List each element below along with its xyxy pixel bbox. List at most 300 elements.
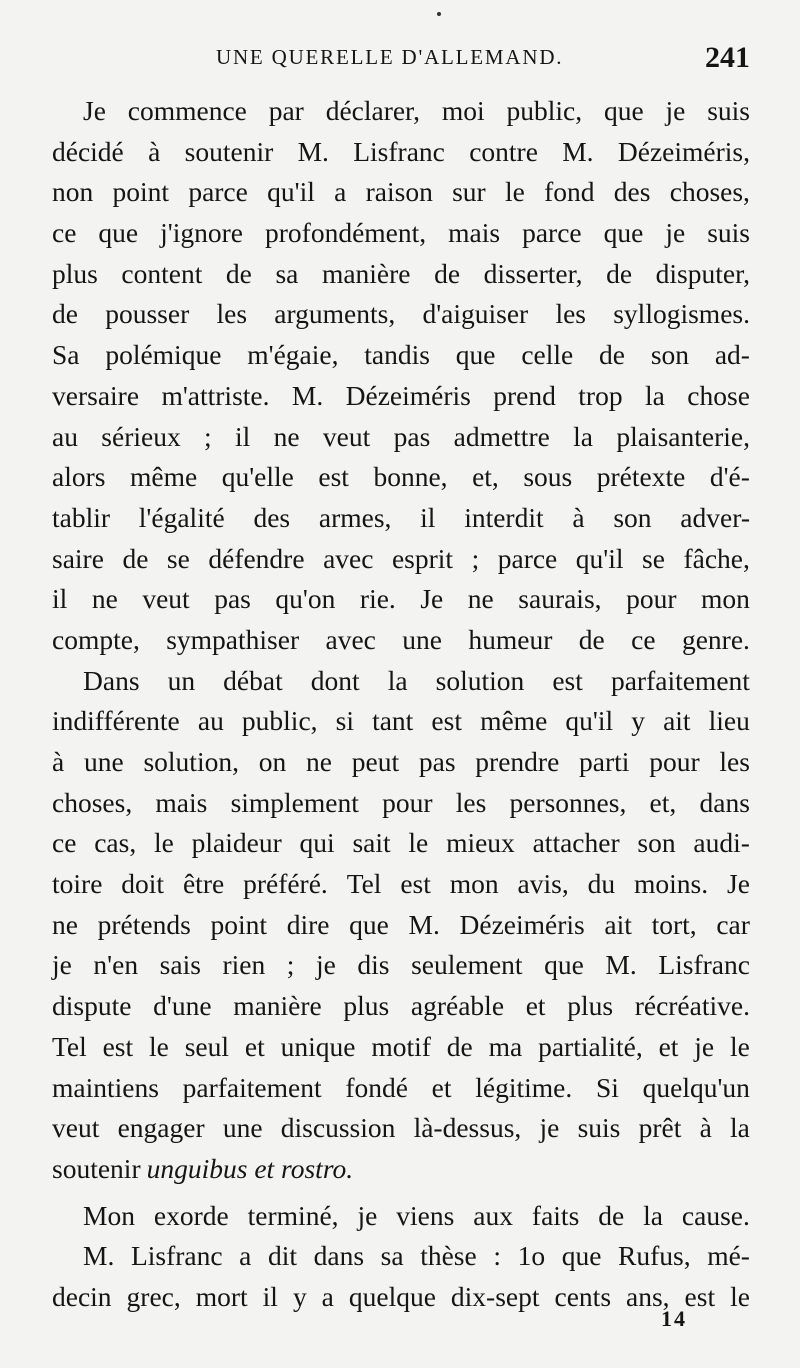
word: doit: [121, 868, 165, 900]
word: parfaitement: [182, 1071, 322, 1103]
word: thèse: [420, 1240, 477, 1272]
word: contre: [469, 135, 538, 167]
word: dispute: [52, 990, 132, 1022]
word: son: [613, 501, 652, 533]
word: Lisfranc: [353, 135, 445, 167]
word: a: [321, 1280, 334, 1312]
word: sur: [452, 176, 486, 208]
word: M.: [297, 135, 329, 167]
word: et,: [649, 786, 677, 818]
word: que: [561, 1240, 602, 1272]
word: indifférente: [52, 705, 180, 737]
word: Lisfranc: [658, 949, 750, 981]
word: les: [455, 786, 487, 818]
word: manière: [233, 990, 322, 1022]
word: suis: [707, 217, 750, 249]
word: d'é-: [709, 461, 750, 493]
word: sous: [523, 461, 573, 493]
word: ne: [467, 583, 494, 615]
word: ne: [91, 583, 118, 615]
word: non: [52, 176, 94, 208]
word: soutenir: [52, 1152, 141, 1184]
word: tandis: [364, 339, 430, 371]
word: pour: [649, 746, 700, 777]
word: des: [613, 176, 651, 208]
word: cause.: [681, 1199, 750, 1231]
word: tort,: [651, 908, 697, 940]
word: discussion: [280, 1112, 396, 1144]
word: à: [148, 135, 161, 167]
word: plaisanterie,: [616, 420, 750, 452]
word: plus: [52, 257, 98, 289]
word: je: [539, 1112, 560, 1144]
word: sais: [159, 949, 201, 981]
word: je: [694, 1030, 715, 1062]
word: sérieux: [101, 420, 181, 452]
word: est: [552, 664, 583, 696]
word: suis: [577, 1112, 621, 1144]
word: commence: [127, 95, 247, 126]
word: unique: [280, 1030, 356, 1062]
text-line: [52, 539, 750, 580]
text-line: [52, 661, 750, 702]
word: celle: [521, 339, 574, 371]
word: de: [446, 1030, 473, 1062]
word: les: [719, 746, 750, 777]
word: lieu: [708, 705, 750, 737]
word: dont: [310, 664, 360, 696]
text-line: [52, 335, 750, 376]
word: adver-: [680, 501, 750, 533]
word: agréable: [410, 990, 505, 1022]
word: si: [335, 705, 354, 737]
word: exorde: [153, 1199, 229, 1231]
word: qu'il: [267, 176, 315, 208]
word: fond: [544, 176, 595, 208]
word: simplement: [230, 786, 359, 818]
word: ce: [631, 623, 656, 655]
word: Dézeiméris: [459, 908, 585, 940]
italic-phrase: unguibus et rostro.: [146, 1152, 354, 1184]
word: qui: [299, 827, 335, 859]
word: maintiens: [52, 1071, 159, 1103]
word: le: [153, 827, 174, 859]
word: point: [210, 908, 268, 940]
word: y: [631, 705, 645, 737]
word: Je: [727, 868, 750, 900]
word: sa: [380, 1240, 404, 1272]
word: M.: [83, 1240, 115, 1272]
word: de: [122, 542, 149, 574]
text-line: [52, 91, 750, 132]
word: les: [216, 298, 248, 330]
word: le: [730, 1280, 750, 1312]
word: parce: [188, 176, 248, 208]
text-line: [52, 213, 750, 254]
text-line: [52, 376, 750, 417]
page-header: [216, 41, 750, 81]
word: une: [83, 746, 124, 777]
word: plus: [343, 990, 390, 1022]
word: ;: [204, 420, 212, 452]
word: mieux: [446, 827, 515, 859]
word: grec,: [126, 1280, 181, 1312]
word: Dézeiméris: [345, 379, 471, 411]
word: Mon: [83, 1199, 135, 1231]
text-line: [52, 1277, 750, 1318]
word: déclarer,: [325, 95, 420, 126]
word: la: [643, 1199, 663, 1231]
page-number: 241: [705, 41, 750, 74]
word: je: [52, 949, 72, 981]
word: veut: [322, 420, 371, 452]
word: attacher: [532, 827, 620, 859]
word: son: [637, 827, 676, 859]
word: dis: [357, 949, 390, 981]
word: quelqu'un: [642, 1071, 750, 1103]
word: public,: [241, 705, 318, 737]
word: est: [431, 705, 462, 737]
word: ne: [52, 908, 78, 940]
word: decin: [52, 1280, 112, 1312]
word: plaideur: [191, 827, 282, 859]
word: d'aiguiser: [422, 298, 529, 330]
word: Je: [83, 95, 106, 126]
text-line: [52, 172, 750, 213]
word: fondé: [345, 1071, 408, 1103]
word: parce: [497, 542, 558, 574]
word: est: [400, 868, 431, 900]
word: qu'il: [575, 542, 624, 574]
word: dans: [699, 786, 750, 818]
word: mé-: [707, 1240, 750, 1272]
word: ce: [52, 827, 77, 859]
word: solution,: [143, 746, 239, 777]
word: ait: [604, 908, 632, 940]
word: Rufus,: [618, 1240, 691, 1272]
word: que: [349, 908, 389, 940]
word: se: [642, 542, 665, 574]
word: ait: [663, 705, 691, 737]
word: est: [318, 461, 349, 493]
word: dans: [313, 1240, 365, 1272]
word: Si: [595, 1071, 619, 1103]
word: est: [102, 1030, 134, 1062]
word: ce: [52, 217, 77, 249]
word: m'attriste.: [161, 379, 270, 411]
word: terminé,: [247, 1199, 339, 1231]
word: une: [222, 1112, 263, 1144]
word: audi-: [693, 827, 750, 859]
text-line: [52, 905, 750, 946]
word: je: [665, 95, 686, 126]
word: M.: [605, 949, 637, 981]
word: dit: [268, 1240, 298, 1272]
word: quelque: [348, 1280, 436, 1312]
word: à: [699, 1112, 712, 1144]
word: profondément,: [265, 217, 427, 249]
word: la: [730, 1112, 750, 1144]
text-line: [52, 1236, 750, 1277]
word: légitime.: [475, 1071, 573, 1103]
word: et: [431, 1071, 452, 1103]
text-line: [52, 1027, 750, 1068]
word: là-dessus,: [413, 1112, 522, 1144]
word: défendre: [208, 542, 305, 574]
word: un: [167, 664, 196, 696]
word: pas: [418, 746, 456, 777]
word: M.: [291, 379, 324, 411]
word: ne: [306, 746, 332, 777]
word: à: [52, 746, 65, 777]
word: par: [268, 95, 304, 126]
word: cents: [554, 1280, 612, 1312]
word: rien: [222, 949, 266, 981]
word: ma: [488, 1030, 523, 1062]
word: compte,: [52, 623, 140, 655]
word: plus: [567, 990, 614, 1022]
word: parti: [579, 746, 630, 777]
word: dix-sept: [450, 1280, 540, 1312]
word: l'égalité: [138, 501, 225, 533]
word: humeur: [468, 623, 553, 655]
word: manière: [321, 257, 411, 289]
text-line: [52, 620, 750, 661]
word: bonne,: [373, 461, 448, 493]
word: pour: [626, 583, 677, 615]
word: avis,: [517, 868, 569, 900]
word: la: [645, 379, 665, 411]
word: n'en: [93, 949, 139, 981]
word: trop: [578, 379, 623, 411]
word: content: [121, 257, 203, 289]
text-line: [52, 498, 750, 539]
word: M.: [562, 135, 594, 167]
word: soutenir: [184, 135, 274, 167]
word: sympathiser: [166, 623, 300, 655]
word: alors: [52, 461, 106, 493]
word: partialité,: [538, 1030, 643, 1062]
word: syllogismes.: [613, 298, 750, 330]
word: il: [420, 501, 436, 533]
word: admettre: [453, 420, 550, 452]
text-line: [52, 701, 750, 742]
word: car: [716, 908, 750, 940]
word: moins.: [634, 868, 709, 900]
word: qu'il: [565, 705, 614, 737]
word: parfaitement: [610, 664, 750, 696]
word: saire: [52, 542, 104, 574]
word: M.: [408, 908, 440, 940]
word: interdit: [464, 501, 544, 533]
word: ;: [471, 542, 480, 574]
word: une: [402, 623, 442, 655]
word: Tel: [346, 868, 382, 900]
word: cas,: [94, 827, 137, 859]
word: ans,: [626, 1280, 670, 1312]
word: moi: [441, 95, 485, 126]
word: sait: [352, 827, 391, 859]
word: toire: [52, 868, 103, 900]
word: 1o: [517, 1240, 546, 1272]
word: tablir: [52, 501, 111, 533]
word: il: [52, 583, 68, 615]
word: arguments,: [274, 298, 396, 330]
word: seulement: [411, 949, 523, 981]
word: rie.: [359, 583, 396, 615]
word: motif: [371, 1030, 431, 1062]
word: même: [129, 461, 198, 493]
word: son: [650, 339, 690, 371]
word: prétexte: [596, 461, 686, 493]
word: armes,: [318, 501, 392, 533]
word: point: [112, 176, 170, 208]
word: j'ignore: [160, 217, 243, 249]
word: versaire: [52, 379, 140, 411]
text-line: [52, 254, 750, 295]
word: saurais,: [518, 583, 602, 615]
word: de: [578, 623, 605, 655]
word: prêt: [638, 1112, 682, 1144]
word: à: [572, 501, 585, 533]
word: préféré.: [243, 868, 328, 900]
word: de: [606, 257, 633, 289]
word: pour: [382, 786, 433, 818]
word: m'égaie,: [247, 339, 339, 371]
word: y: [292, 1280, 307, 1312]
word: veut: [142, 583, 190, 615]
word: aux: [473, 1199, 513, 1231]
word: je: [357, 1199, 378, 1231]
word: :: [493, 1240, 501, 1272]
word: de: [598, 1199, 625, 1231]
word: décidé: [52, 135, 124, 167]
text-line: [52, 417, 750, 458]
word: que: [603, 95, 644, 126]
word: de: [52, 298, 78, 330]
text-line: [52, 742, 750, 783]
word: Sa: [52, 339, 80, 371]
word: et: [658, 1030, 679, 1062]
word: il: [262, 1280, 278, 1312]
word: le: [408, 827, 429, 859]
word: on: [258, 746, 287, 777]
word: le: [730, 1030, 750, 1062]
word: prendre: [475, 746, 560, 777]
word: raison: [365, 176, 433, 208]
word: et: [244, 1030, 265, 1062]
word: esprit: [391, 542, 454, 574]
word: mort: [195, 1280, 248, 1312]
word: Tel: [52, 1030, 87, 1062]
word: chose: [687, 379, 750, 411]
word: le: [504, 176, 525, 208]
word: Lisfranc: [130, 1240, 223, 1272]
word: sa: [275, 257, 299, 289]
word: a: [334, 176, 347, 208]
word: je: [316, 949, 336, 981]
word: solution: [435, 664, 525, 696]
word: de: [225, 257, 252, 289]
printer-dot: [437, 12, 441, 16]
word: de: [434, 257, 461, 289]
word: peut: [351, 746, 400, 777]
text-line: [52, 1108, 750, 1149]
word: que: [455, 339, 496, 371]
text-line: [52, 945, 750, 986]
word: mais: [448, 217, 501, 249]
word: avec: [325, 623, 376, 655]
word: prétends: [97, 908, 191, 940]
word: pousser: [105, 298, 190, 330]
word: disputer,: [655, 257, 750, 289]
word: disserter,: [483, 257, 583, 289]
word: dire: [286, 908, 330, 940]
word: la: [387, 664, 408, 696]
word: polémique: [105, 339, 222, 371]
signature-mark: 14: [661, 1306, 687, 1331]
word: ne: [273, 420, 300, 452]
word: ad-: [714, 339, 750, 371]
word: est: [684, 1280, 716, 1312]
word: pas: [214, 583, 251, 615]
word: a: [239, 1240, 252, 1272]
word: d'une: [153, 990, 212, 1022]
word: que: [98, 217, 139, 249]
word: fâche,: [683, 542, 750, 574]
word: qu'on: [275, 583, 336, 615]
text-line: [52, 986, 750, 1027]
word: mais: [155, 786, 208, 818]
word: au: [197, 705, 224, 737]
word: Je: [420, 583, 444, 615]
text-line: [52, 579, 750, 620]
word: choses,: [52, 786, 133, 818]
word: engager: [117, 1112, 205, 1144]
word: même: [480, 705, 548, 737]
word: Dézeiméris,: [617, 135, 750, 167]
word: il: [235, 420, 251, 452]
word: débat: [223, 664, 283, 696]
word: mon: [449, 868, 499, 900]
text-line: [52, 1068, 750, 1109]
word: faits: [531, 1199, 580, 1231]
word: de: [599, 339, 625, 371]
word: que: [603, 217, 644, 249]
text-line: [52, 823, 750, 864]
word: être: [182, 868, 225, 900]
word: choses,: [669, 176, 750, 208]
word: public,: [506, 95, 583, 126]
word: suis: [707, 95, 750, 126]
word: les: [555, 298, 586, 330]
word: mon: [701, 583, 750, 615]
word: se: [166, 542, 190, 574]
word: récréative.: [634, 990, 750, 1022]
word: du: [587, 868, 616, 900]
word: la: [573, 420, 593, 452]
word: je: [665, 217, 686, 249]
text-line: [52, 1196, 750, 1237]
text-line: [52, 457, 750, 498]
word: personnes,: [509, 786, 627, 818]
word: genre.: [681, 623, 750, 655]
word: veut: [52, 1112, 100, 1144]
text-line: [52, 294, 750, 335]
word: tant: [372, 705, 414, 737]
text-line: [52, 783, 750, 824]
word: le: [149, 1030, 169, 1062]
